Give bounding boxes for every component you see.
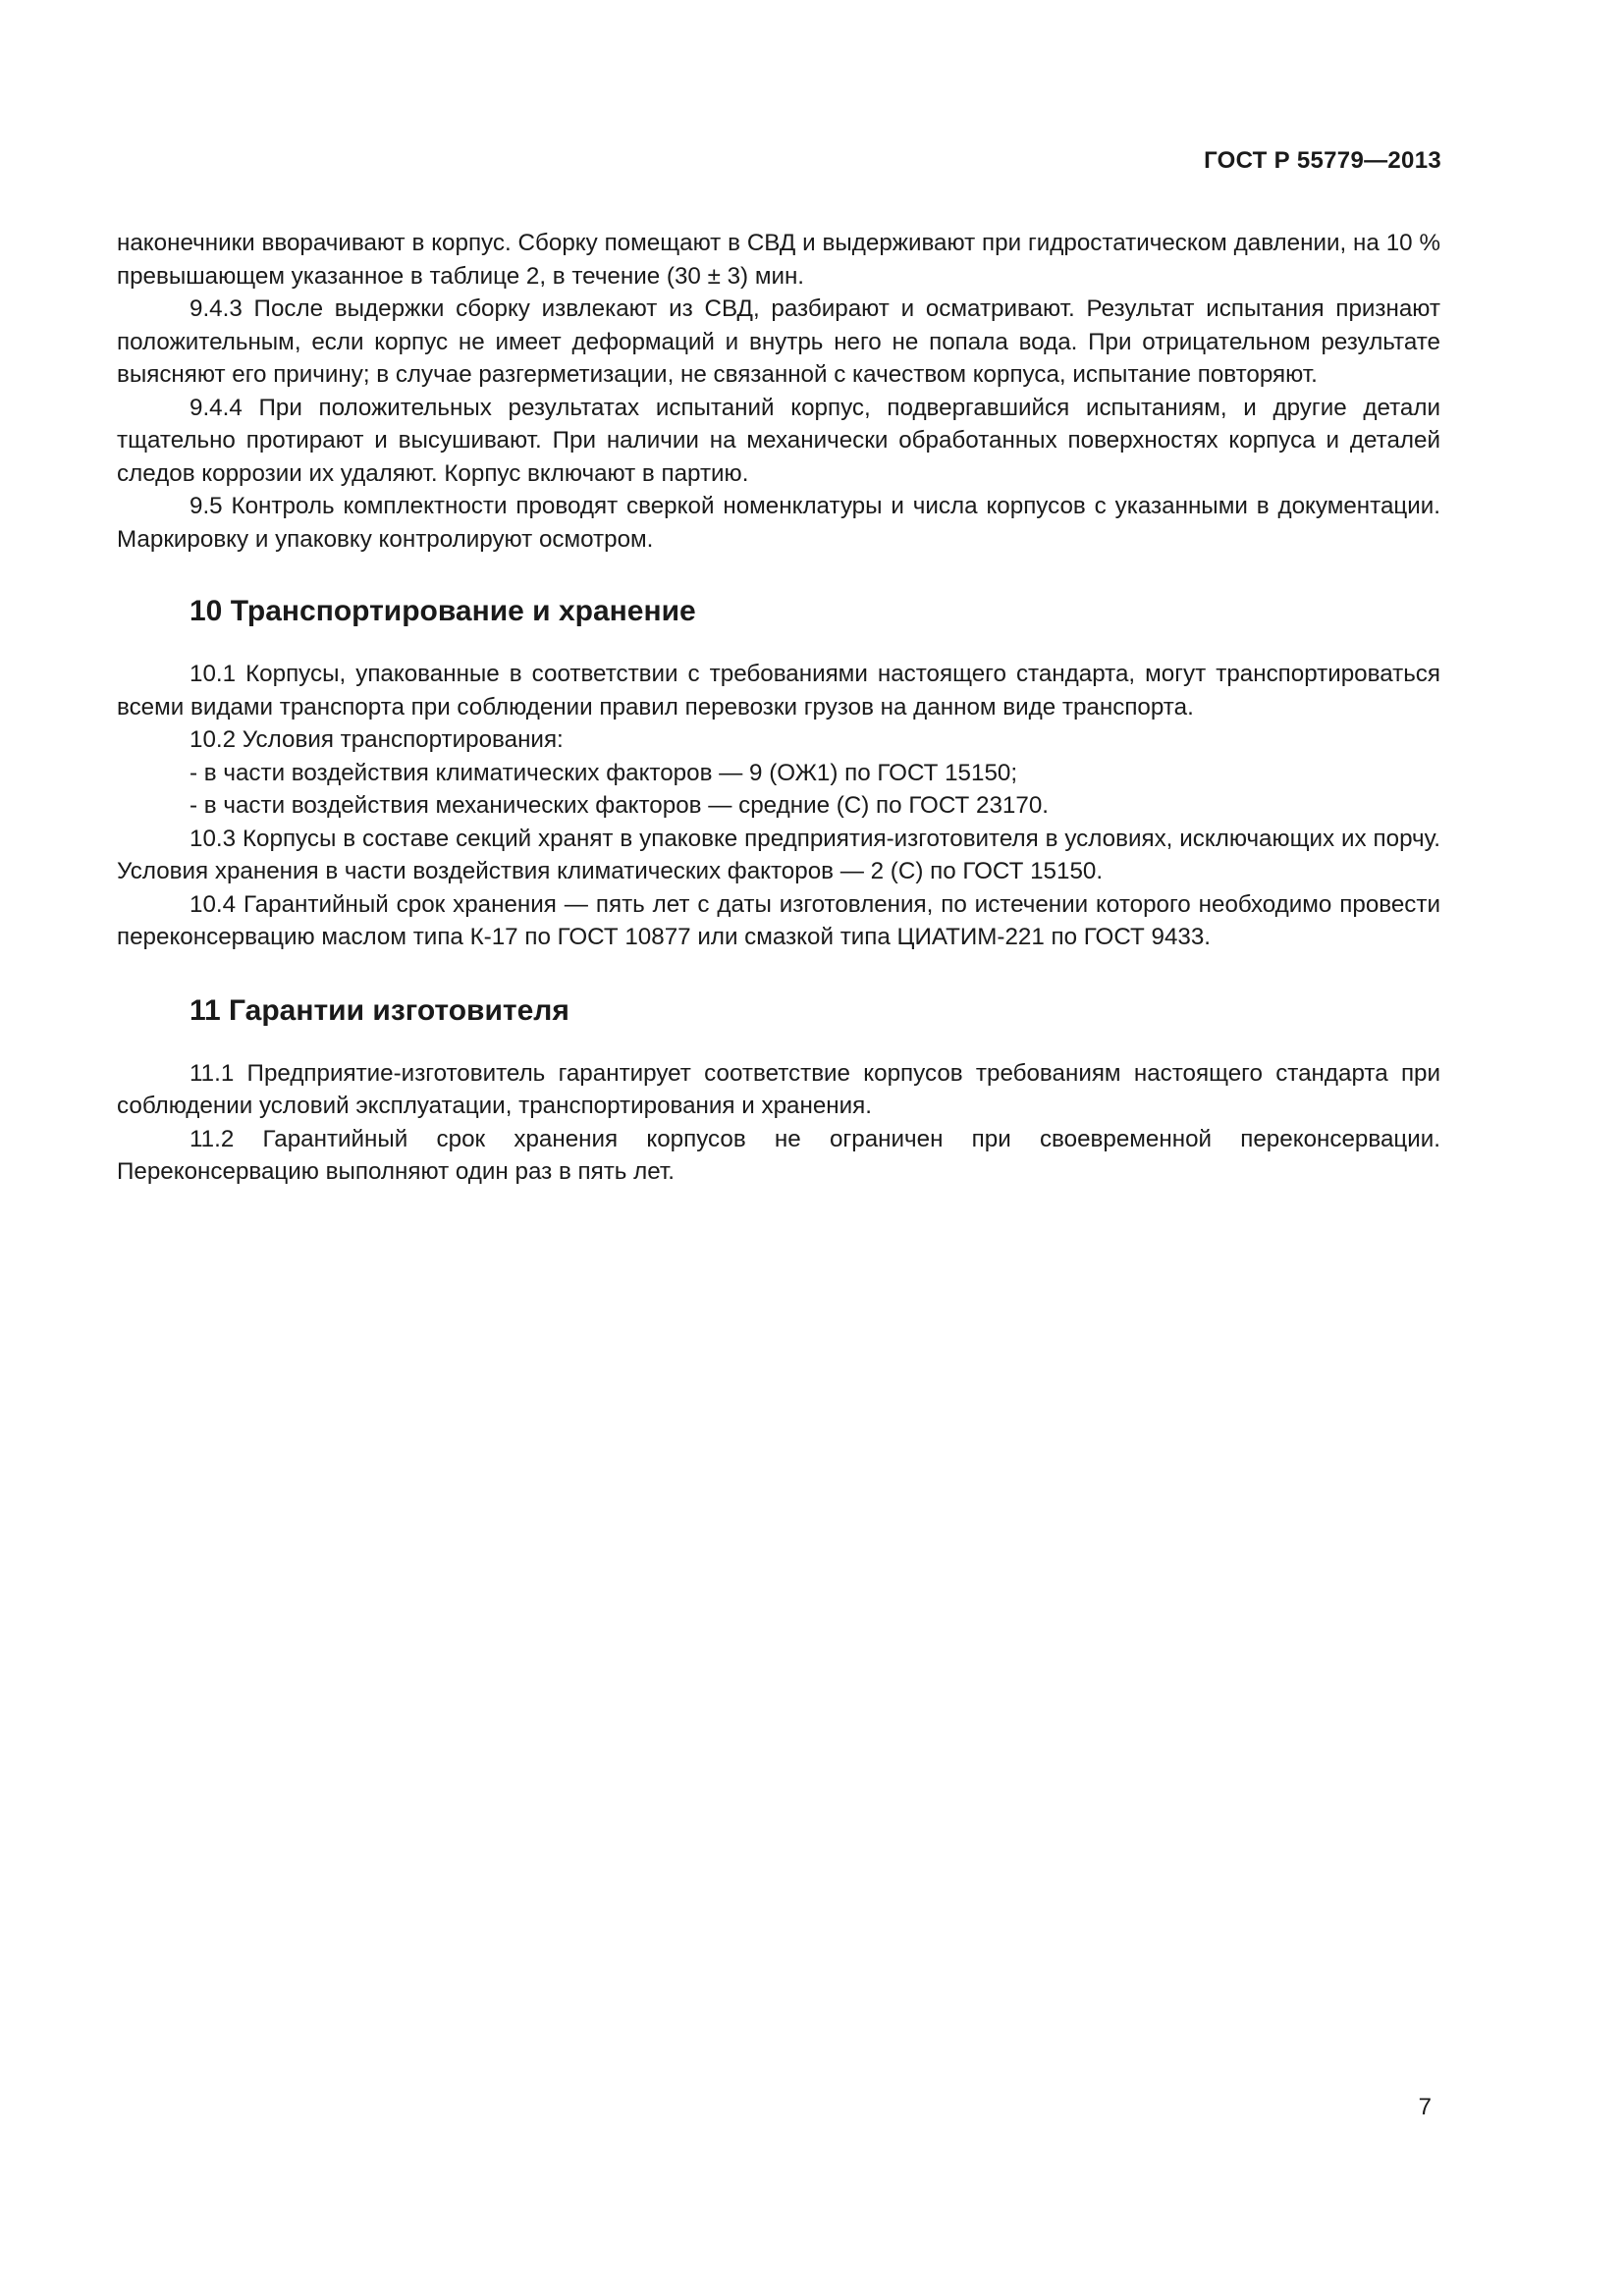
section-11-heading: 11 Гарантии изготовителя [189,993,569,1027]
paragraph-11-2: 11.2 Гарантийный срок хранения корпусов не ограничен при своевременной переконсервации. Переконсервацию выполняют один раз в пять лет. [117,1125,1440,1185]
paragraph-9-4-3: 9.4.3 После выдержки сборку извлекают из СВД, разбирают и осматривают. Результат испытания признают положительным, если корпус не имеет деформаций и внутрь него не попала вода. При отрицательном результате выясняют его причину; в случае разгерметизации, не связанной с качеством корпуса, испытание повторяют. [117,295,1440,388]
document-header: ГОСТ Р 55779—2013 [1204,147,1441,174]
list-item-climatic: - в части воздействия климатических факторов — 9 (ОЖ1) по ГОСТ 15150; [189,759,1018,786]
paragraph-10-2: 10.2 Условия транспортирования: [189,726,564,753]
paragraph-9-5: 9.5 Контроль комплектности проводят сверкой номенклатуры и числа корпусов с указанными в документации. Маркировку и упаковку контролируют осмотром. [117,493,1440,553]
paragraph-10-1: 10.1 Корпусы, упакованные в соответствии с требованиями настоящего стандарта, могут транспортироваться всеми видами транспорта при соблюдении правил перевозки грузов на данном виде транспорта. [117,661,1440,721]
paragraph-10-4: 10.4 Гарантийный срок хранения — пять лет с даты изготовления, по истечении которого необходимо провести переконсервацию маслом типа К-17 по ГОСТ 10877 или смазкой типа ЦИАТИМ-221 по ГОСТ 9433. [117,890,1440,950]
paragraph-11-1: 11.1 Предприятие-изготовитель гарантирует соответствие корпусов требованиям настоящего стандарта при соблюдении условий эксплуатации, транспортирования и хранения. [117,1059,1440,1119]
paragraph-continuation: наконечники вворачивают в корпус. Сборку помещают в СВД и выдерживают при гидростатическом давлении, на 10 % превышающем указанное в таблице 2, в течение (30 ± 3) мин. [117,230,1440,290]
section-10-heading: 10 Транспортирование и хранение [189,595,696,627]
paragraph-9-4-4: 9.4.4 При положительных результатах испытаний корпус, подвергавшийся испытаниям, и другие детали тщательно протирают и высушивают. При наличии на механически обработанных поверхностях корпуса и деталей следов коррозии их удаляют. Корпус включают в партию. [117,394,1440,487]
page-number: 7 [1418,2094,1432,2120]
list-item-mechanical: - в части воздействия механических факторов — средние (С) по ГОСТ 23170. [189,792,1050,819]
document-body [117,227,1440,1189]
paragraph-10-3: 10.3 Корпусы в составе секций хранят в упаковке предприятия-изготовителя в условиях, исключающих их порчу. Условия хранения в части воздействия климатических факторов — 2 (С) по ГОСТ 15150. [117,825,1440,884]
